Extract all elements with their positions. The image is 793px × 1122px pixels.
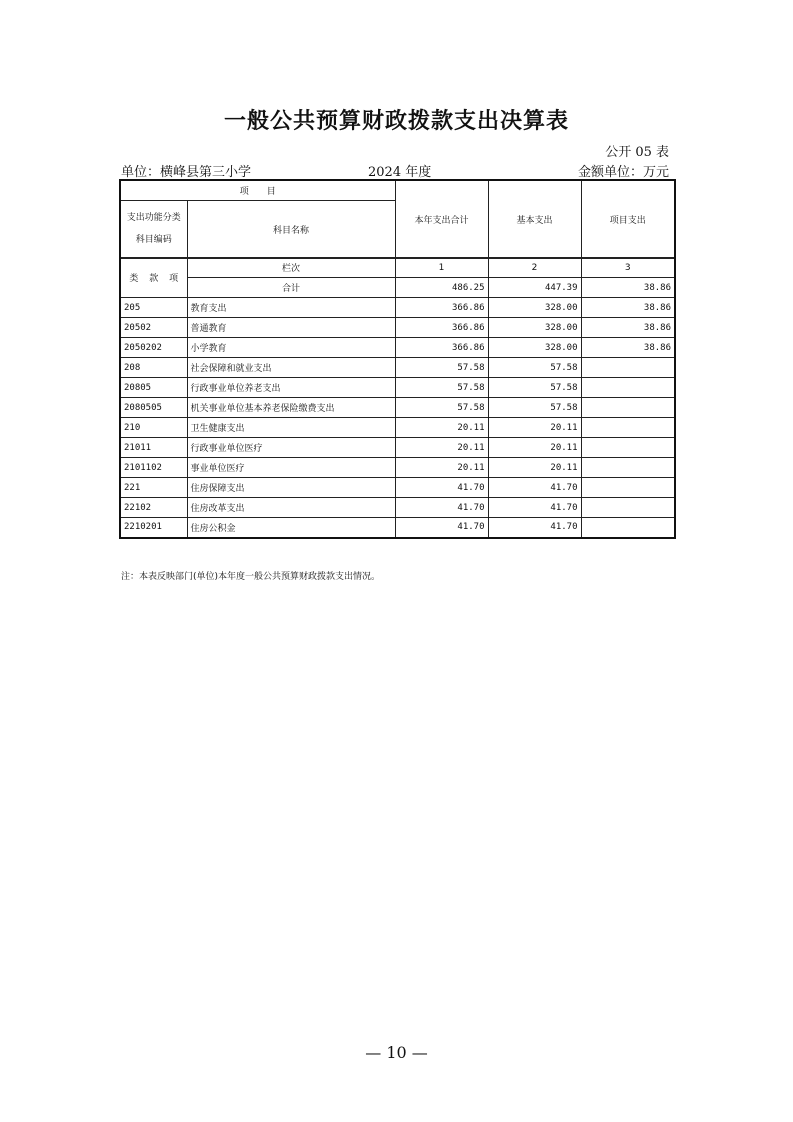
table-row bbox=[120, 498, 675, 518]
table-row bbox=[120, 378, 675, 398]
row-basic: 41.70 bbox=[488, 498, 581, 518]
header-func-code bbox=[120, 200, 187, 258]
row-code: 20502 bbox=[120, 318, 187, 338]
row-code: 2210201 bbox=[120, 518, 187, 538]
row-project: 38.86 bbox=[581, 318, 675, 338]
row-basic: 57.58 bbox=[488, 398, 581, 418]
sum-label: 合计 bbox=[187, 278, 395, 298]
header-project: 项 目 bbox=[120, 180, 395, 200]
row-name: 卫生健康支出 bbox=[187, 418, 395, 438]
row-basic: 328.00 bbox=[488, 298, 581, 318]
row-code: 22102 bbox=[120, 498, 187, 518]
row-total: 366.86 bbox=[395, 338, 488, 358]
row-code: 2080505 bbox=[120, 398, 187, 418]
row-project bbox=[581, 498, 675, 518]
sum-total: 486.25 bbox=[395, 278, 488, 298]
header-lei-label: 类 bbox=[129, 274, 139, 284]
row-total: 41.70 bbox=[395, 478, 488, 498]
row-code: 210 bbox=[120, 418, 187, 438]
row-project bbox=[581, 358, 675, 378]
expenditure-table-body bbox=[119, 257, 676, 539]
row-code: 221 bbox=[120, 478, 187, 498]
table-row bbox=[120, 318, 675, 338]
row-name: 住房公积金 bbox=[187, 518, 395, 538]
form-number: 公开 05 表 bbox=[605, 145, 669, 160]
header-project-expense: 项目支出 bbox=[581, 180, 675, 258]
table-note: 注：本表反映部门(单位)本年度一般公共预算财政拨款支出情况。 bbox=[121, 572, 381, 582]
amount-unit-label: 金额单位：万元 bbox=[577, 165, 669, 180]
row-project bbox=[581, 418, 675, 438]
header-total: 本年支出合计 bbox=[395, 180, 488, 258]
table-row bbox=[120, 338, 675, 358]
row-name: 事业单位医疗 bbox=[187, 458, 395, 478]
year-label: 2024 年度 bbox=[368, 165, 432, 180]
row-project bbox=[581, 518, 675, 538]
row-total: 57.58 bbox=[395, 378, 488, 398]
lei-kuan-xiang-cell bbox=[120, 258, 187, 298]
row-basic: 57.58 bbox=[488, 358, 581, 378]
header-subject-name: 科目名称 bbox=[187, 200, 395, 258]
header-basic: 基本支出 bbox=[488, 180, 581, 258]
table-row bbox=[120, 398, 675, 418]
row-project bbox=[581, 438, 675, 458]
expenditure-table bbox=[119, 179, 676, 259]
row-name: 住房保障支出 bbox=[187, 478, 395, 498]
header-lanci-cell: 栏次 bbox=[187, 258, 395, 278]
row-basic: 20.11 bbox=[488, 438, 581, 458]
table-row bbox=[120, 518, 675, 538]
row-code: 21011 bbox=[120, 438, 187, 458]
row-code: 205 bbox=[120, 298, 187, 318]
header-func-code-line1: 支出功能分类 bbox=[126, 213, 181, 223]
row-total: 41.70 bbox=[395, 518, 488, 538]
page-number: — 10 — bbox=[365, 1043, 428, 1062]
sum-basic: 447.39 bbox=[488, 278, 581, 298]
row-project bbox=[581, 398, 675, 418]
table-row bbox=[120, 458, 675, 478]
table-row bbox=[120, 438, 675, 458]
row-code: 2101102 bbox=[120, 458, 187, 478]
row-basic: 328.00 bbox=[488, 318, 581, 338]
row-project: 38.86 bbox=[581, 298, 675, 318]
row-basic: 20.11 bbox=[488, 458, 581, 478]
row-basic: 328.00 bbox=[488, 338, 581, 358]
row-total: 366.86 bbox=[395, 298, 488, 318]
row-project bbox=[581, 378, 675, 398]
row-total: 57.58 bbox=[395, 398, 488, 418]
row-name: 机关事业单位基本养老保险缴费支出 bbox=[187, 398, 395, 418]
row-basic: 41.70 bbox=[488, 518, 581, 538]
sum-row bbox=[120, 278, 675, 298]
row-total: 57.58 bbox=[395, 358, 488, 378]
sum-project: 38.86 bbox=[581, 278, 675, 298]
table-row bbox=[120, 418, 675, 438]
row-name: 社会保障和就业支出 bbox=[187, 358, 395, 378]
row-name: 教育支出 bbox=[187, 298, 395, 318]
col-number-2: 2 bbox=[488, 258, 581, 278]
row-basic: 20.11 bbox=[488, 418, 581, 438]
table-row bbox=[120, 358, 675, 378]
row-project: 38.86 bbox=[581, 338, 675, 358]
row-project bbox=[581, 458, 675, 478]
row-code: 20805 bbox=[120, 378, 187, 398]
column-number-row bbox=[120, 258, 675, 278]
col-number-1: 1 bbox=[395, 258, 488, 278]
unit-label: 单位：横峰县第三小学 bbox=[121, 165, 252, 180]
row-name: 小学教育 bbox=[187, 338, 395, 358]
row-basic: 57.58 bbox=[488, 378, 581, 398]
row-name: 行政事业单位医疗 bbox=[187, 438, 395, 458]
row-name: 行政事业单位养老支出 bbox=[187, 378, 395, 398]
page-title: 一般公共预算财政拨款支出决算表 bbox=[223, 108, 569, 134]
row-basic: 41.70 bbox=[488, 478, 581, 498]
row-total: 20.11 bbox=[395, 418, 488, 438]
header-xiang-label: 项 bbox=[169, 274, 179, 284]
header-kuan-label: 款 bbox=[149, 274, 159, 284]
header-func-code-line2: 科目编码 bbox=[135, 235, 172, 245]
row-total: 41.70 bbox=[395, 498, 488, 518]
row-name: 普通教育 bbox=[187, 318, 395, 338]
row-total: 366.86 bbox=[395, 318, 488, 338]
row-name: 住房改革支出 bbox=[187, 498, 395, 518]
row-total: 20.11 bbox=[395, 458, 488, 478]
row-project bbox=[581, 478, 675, 498]
row-total: 20.11 bbox=[395, 438, 488, 458]
row-code: 208 bbox=[120, 358, 187, 378]
table-row bbox=[120, 478, 675, 498]
col-number-3: 3 bbox=[581, 258, 675, 278]
row-code: 2050202 bbox=[120, 338, 187, 358]
table-row bbox=[120, 298, 675, 318]
